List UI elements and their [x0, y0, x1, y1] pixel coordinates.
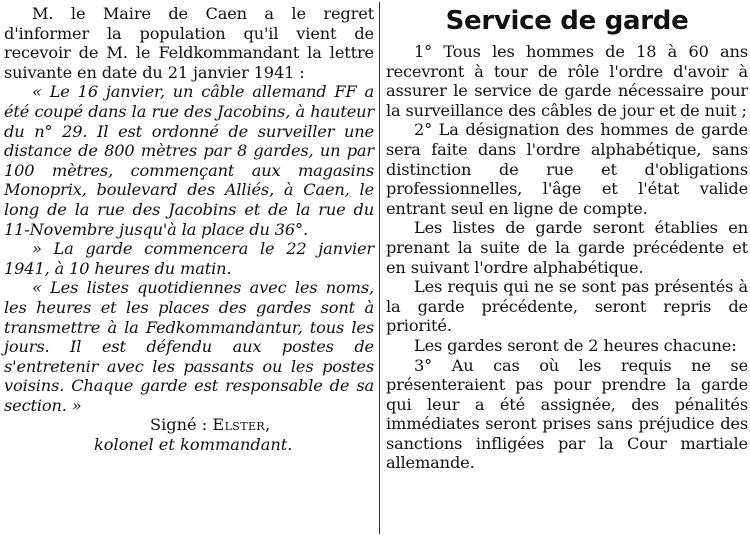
signed-label: Signé : — [150, 415, 208, 435]
rule-3-paragraph: 3° Au cas où les requis ne se présenteraient pas pour prendre la garde qui leur a été assignée, des pénalités immédiates seront prises sans préjudice des sanctions infligées par la Cour martiale allemande. — [386, 355, 748, 473]
column-divider — [379, 2, 380, 534]
guard-start-paragraph: » La garde commencera le 22 janvier 1941, à 10 heures du matin. — [4, 239, 374, 278]
right-column — [386, 4, 748, 473]
rule-1-paragraph: 1° Tous les hommes de 18 à 60 ans recevront à tour de rôle l'ordre d'avoir à assurer le service de garde nécessaire pour la surveillance des câbles de jour et de nuit ; — [386, 42, 748, 120]
left-column — [4, 4, 374, 455]
signature-line — [4, 415, 374, 435]
cable-incident-paragraph: « Le 16 janvier, un câble allemand FF a été coupé dans la rue des Jacobins, à hauteur du n° 29. Il est ordonné de surveiller une distance de 800 mètres par 8 gardes, un par 100 mètres, commençant aux magasins Monoprix, boulevard des Alliés, à Caen, le long de la rue des Jacobins et de la rue du 11-Novembre jusqu'à la place du 36°. — [4, 82, 374, 239]
signer-name: Elster, — [212, 415, 271, 435]
article-title: Service de garde — [445, 6, 689, 36]
rule-2-paragraph: 2° La désignation des hommes de garde sera faite dans l'ordre alphabétique, sans distinction de rue et d'obligations professionnelles, l'âge et l'état valide entrant seul en ligne de compte. — [386, 120, 748, 218]
mayor-announcement-paragraph: M. le Maire de Caen a le regret d'informer la population qu'il vient de recevoir de M. le Feldkommandant la lettre suivante en date du 21 janvier 1941 : — [4, 4, 374, 82]
guard-lists-order-paragraph: Les listes de garde seront établies en prenant la suite de la garde précédente et en suivant l'ordre alphabétique. — [386, 218, 748, 277]
signer-title: kolonel et kommandant. — [94, 435, 293, 455]
absentees-priority-paragraph: Les requis qui ne se sont pas présentés à la garde précédente, seront repris de priorité. — [386, 277, 748, 336]
guard-lists-paragraph: « Les listes quotidiennes avec les noms, les heures et les places des gardes sont à transmettre à la Fedkommandantur, tous les jours. Il est défendu aux postes de s'entretenir avec les passants ou les postes voisins. Chaque garde est responsable de sa section. » — [4, 278, 374, 415]
guard-duration-paragraph: Les gardes seront de 2 heures chacune: — [414, 335, 737, 355]
